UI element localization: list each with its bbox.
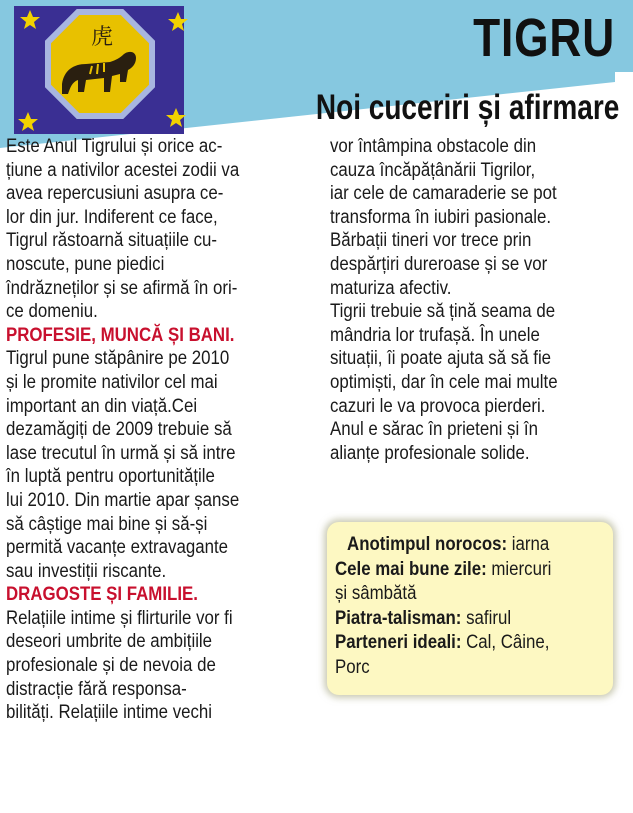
right-line: vor întâmpina obstacole din xyxy=(330,135,537,157)
info-key: Cele mai bune zile: xyxy=(335,557,487,580)
article-headline: Noi cuceriri și afirmare xyxy=(315,88,619,127)
intro-line: noscute, pune piedici xyxy=(6,252,165,275)
career-line: sau investiții riscante. xyxy=(6,559,167,582)
info-value: Cal, Câine, xyxy=(461,631,550,653)
left-column-text xyxy=(6,135,311,725)
career-line: lase trecutul în urmă și să intre xyxy=(6,441,236,464)
intro-line: avea repercusiuni asupra ce- xyxy=(6,182,224,205)
right-column-text xyxy=(330,135,629,465)
career-line: dezamăgiți de 2009 trebuie să xyxy=(6,418,232,441)
right-line: iar cele de camaraderie se pot xyxy=(330,182,557,205)
right-line: Bărbații tineri vor trece prin xyxy=(330,229,532,252)
left-column xyxy=(6,135,312,725)
info-row-days xyxy=(335,557,593,582)
info-box-content xyxy=(335,532,593,679)
right-line: alianțe profesionale solide. xyxy=(330,441,530,464)
info-key: Anotimpul norocos: xyxy=(347,533,508,555)
section-heading-career: PROFESIE, MUNCĂ ȘI BANI. xyxy=(6,323,235,346)
info-value: miercuri xyxy=(486,557,552,580)
career-line: și le promite nativilor cel mai xyxy=(6,370,218,393)
career-line: permită vacanțe extravagante xyxy=(6,536,229,559)
right-line: despărțiri dureroase și se vor xyxy=(330,252,548,275)
right-line: cazuri le va provoca pierderi. xyxy=(330,394,546,417)
header-band xyxy=(0,0,633,150)
career-line: Tigrul pune stăpânire pe 2010 xyxy=(6,347,230,370)
career-line: important an din viață.Cei xyxy=(6,394,198,417)
intro-line: Este Anul Tigrului și orice ac- xyxy=(6,135,223,157)
tiger-glyph: 虎 xyxy=(90,25,114,50)
info-value: iarna xyxy=(507,533,550,555)
info-key: Piatra-talisman: xyxy=(335,606,462,629)
intro-line: ce domeniu. xyxy=(6,300,98,323)
right-line: Anul e sărac în prieteni și în xyxy=(330,418,538,441)
love-line: distracție fără responsa- xyxy=(6,677,187,700)
career-line: să câștige mai bine și să-și xyxy=(6,512,208,535)
love-line: bilități. Relațiile intime vechi xyxy=(6,701,213,724)
info-value: Porc xyxy=(335,655,370,678)
section-heading-love: DRAGOSTE ȘI FAMILIE. xyxy=(6,583,198,606)
info-value: safirul xyxy=(461,606,512,629)
right-line: Tigrii trebuie să țină seama de xyxy=(330,300,556,323)
right-line: cauza încăpățânării Tigrilor, xyxy=(330,158,536,181)
love-line: Relațiile intime și flirturile vor fi xyxy=(6,606,233,629)
right-column xyxy=(330,135,630,465)
info-row-days-cont xyxy=(335,581,593,606)
info-row-partners-cont xyxy=(335,655,593,680)
sign-title: TIGRU xyxy=(473,8,615,68)
info-row-season xyxy=(335,532,593,557)
love-line: deseori umbrite de ambițiile xyxy=(6,630,213,653)
intro-line: țiune a nativilor acestei zodii va xyxy=(6,158,240,181)
info-row-partners xyxy=(335,630,593,655)
career-line: în luptă pentru oportunitățile xyxy=(6,465,215,488)
right-line: optimiști, dar în cele mai multe xyxy=(330,370,558,393)
right-line: maturiza afectiv. xyxy=(330,276,452,299)
right-line: mândria lor trufașă. În unele xyxy=(330,323,540,346)
right-line: situații, îi poate ajuta să să fie xyxy=(330,347,552,370)
intro-line: lor din jur. Indiferent ce face, xyxy=(6,205,218,228)
info-value: și sâmbătă xyxy=(335,582,417,604)
right-line: transforma în iubiri pasionale. xyxy=(330,205,552,228)
love-line: profesionale și de nevoia de xyxy=(6,654,216,677)
info-row-stone xyxy=(335,606,593,631)
career-line: lui 2010. Din martie apar șanse xyxy=(6,488,240,511)
intro-line: îndrăzneților și se afirmă în ori- xyxy=(6,276,238,299)
intro-line: Tigrul răstoarnă situațiile cu- xyxy=(6,229,218,252)
info-box xyxy=(327,522,613,695)
info-key: Parteneri ideali: xyxy=(335,631,462,653)
